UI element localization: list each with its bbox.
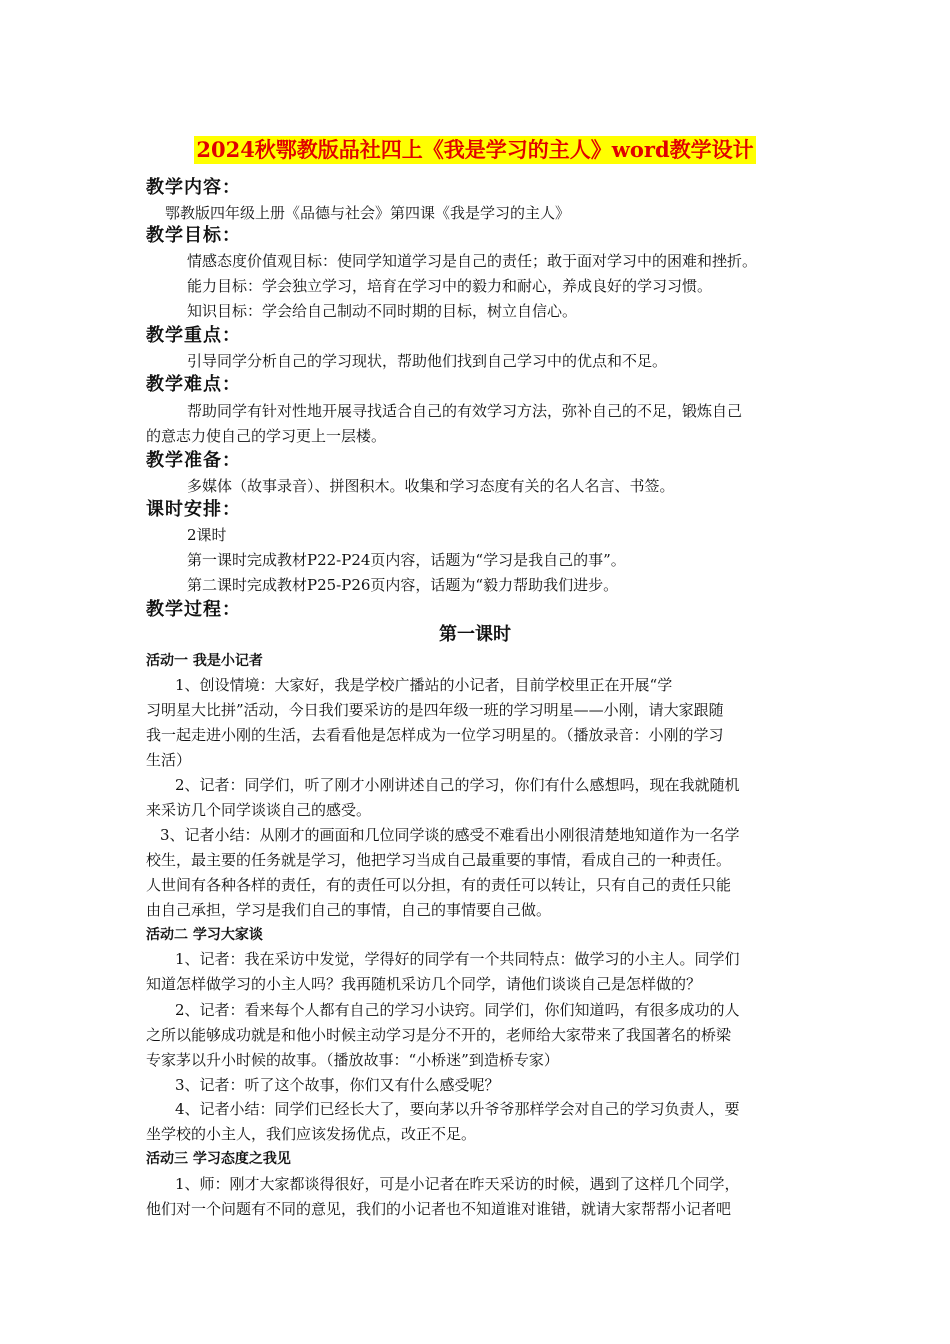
section-heading: 教学过程： [146, 599, 241, 620]
text-line: 专家茅以升小时候的故事。（播放故事：“小桥迷”到造桥专家） [146, 1051, 559, 1069]
text-line: 2、记者：看来每个人都有自己的学习小诀窍。同学们，你们知道吗，有很多成功的人 [175, 1001, 740, 1019]
text-line: 2课时 [187, 526, 227, 544]
text-line: 引导同学分析自己的学习现状，帮助他们找到自己学习中的优点和不足。 [187, 352, 668, 370]
text-line: 坐学校的小主人，我们应该发扬优点，改正不足。 [146, 1125, 477, 1143]
section-heading: 教学难点： [146, 374, 241, 395]
text-line: 3、记者：听了这个故事，你们又有什么感受呢？ [175, 1076, 500, 1094]
text-line: 1、师：刚才大家都谈得很好，可是小记者在昨天采访的时候，遇到了这样几个同学， [175, 1175, 740, 1193]
document-title: 2024秋鄂教版品社四上《我是学习的主人》word教学设计 [196, 137, 754, 162]
activity-heading: 活动三 学习态度之我见 [146, 1151, 291, 1167]
text-line: 1、创设情境：大家好，我是学校广播站的小记者，目前学校里正在开展“学 [175, 676, 673, 694]
text-line: 习明星大比拼”活动，今日我们要采访的是四年级一班的学习明星——小刚，请大家跟随 [146, 701, 724, 719]
text-line: 第二课时完成教材P25-P26页内容，话题为“毅力帮助我们进步。 [187, 576, 619, 594]
text-line: 知识目标：学会给自己制动不同时期的目标，树立自信心。 [187, 302, 578, 320]
text-line: 我一起走进小刚的生活，去看看他是怎样成为一位学习明星的。（播放录音：小刚的学习 [146, 726, 724, 744]
text-line: 来采访几个同学谈谈自己的感受。 [146, 801, 372, 819]
text-line: 3、记者小结：从刚才的画面和几位同学谈的感受不难看出小刚很清楚地知道作为一名学 [160, 826, 740, 844]
text-line: 1、记者：我在采访中发觉，学得好的同学有一个共同特点：做学习的小主人。同学们 [175, 950, 740, 968]
text-line: 鄂教版四年级上册《品德与社会》第四课《我是学习的主人》 [165, 204, 571, 222]
text-line: 之所以能够成功就是和他小时候主动学习是分不开的，老师给大家带来了我国著名的桥梁 [146, 1026, 732, 1044]
text-line: 他们对一个问题有不同的意见，我们的小记者也不知道谁对谁错，就请大家帮帮小记者吧 [146, 1200, 732, 1218]
section-heading: 课时安排： [146, 499, 241, 520]
section-heading: 教学重点： [146, 325, 241, 346]
text-line: 情感态度价值观目标：使同学知道学习是自己的责任；敢于面对学习中的困难和挫折。 [187, 252, 758, 270]
title-wrap [0, 136, 950, 164]
activity-heading: 活动二 学习大家谈 [146, 927, 263, 943]
lesson-heading: 第一课时 [439, 624, 511, 645]
section-heading: 教学内容： [146, 177, 241, 198]
section-heading: 教学目标： [146, 225, 241, 246]
text-line: 4、记者小结：同学们已经长大了，要向茅以升爷爷那样学会对自己的学习负责人，要 [175, 1100, 740, 1118]
text-line: 生活） [146, 751, 192, 769]
text-line: 帮助同学有针对性地开展寻找适合自己的有效学习方法，弥补自己的不足，锻炼自己 [187, 402, 743, 420]
text-line: 能力目标：学会独立学习，培育在学习中的毅力和耐心，养成良好的学习习惯。 [187, 277, 713, 295]
text-line: 2、记者：同学们，听了刚才小刚讲述自己的学习，你们有什么感想吗，现在我就随机 [175, 776, 740, 794]
text-line: 校生，最主要的任务就是学习，他把学习当成自己最重要的事情，看成自己的一种责任。 [146, 851, 732, 869]
text-line: 多媒体（故事录音）、拼图积木。收集和学习态度有关的名人名言、书签。 [187, 477, 675, 495]
text-line: 第一课时完成教材P22-P24页内容，话题为“学习是我自己的事”。 [187, 551, 626, 569]
section-heading: 教学准备： [146, 450, 241, 471]
text-line: 人世间有各种各样的责任，有的责任可以分担，有的责任可以转让，只有自己的责任只能 [146, 876, 732, 894]
text-line: 的意志力使自己的学习更上一层楼。 [146, 427, 387, 445]
activity-heading: 活动一 我是小记者 [146, 653, 263, 669]
text-line: 知道怎样做学习的小主人吗？我再随机采访几个同学，请他们谈谈自己是怎样做的？ [146, 975, 702, 993]
text-line: 由自己承担，学习是我们自己的事情，自己的事情要自己做。 [146, 901, 552, 919]
